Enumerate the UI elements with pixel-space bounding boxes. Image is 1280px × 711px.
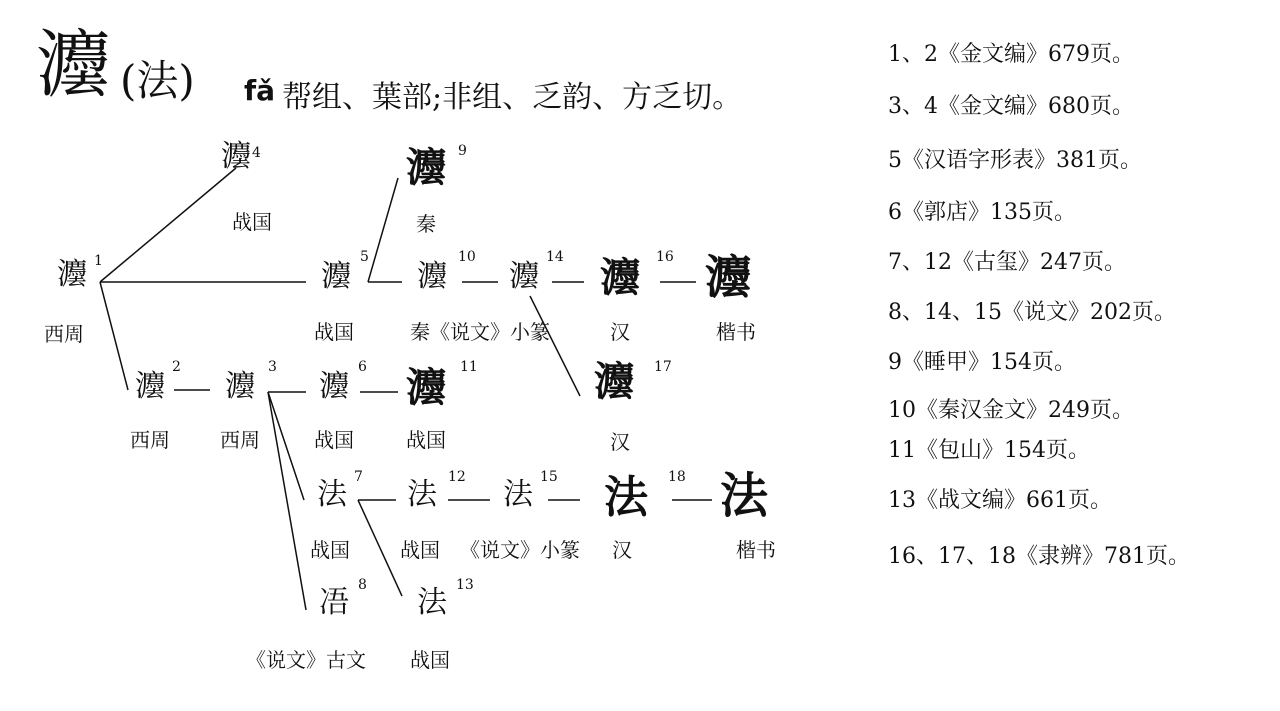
glyph-node-16: 灋 (600, 254, 640, 301)
glyph-node-4: 灋 (221, 139, 251, 174)
glyph-number-3: 3 (268, 359, 277, 375)
glyph-label-17: 汉 (610, 430, 630, 454)
glyph-number-9: 9 (458, 143, 467, 159)
glyph-label-2: 西周 (130, 428, 170, 452)
glyph-number-7: 7 (354, 469, 363, 485)
reference-item: 7、12《古玺》247页。 (888, 250, 1126, 275)
glyph-number-15: 15 (540, 469, 558, 485)
glyph-number-14: 14 (546, 249, 564, 265)
glyph-node-12: 法 (407, 477, 437, 512)
line-3-8 (268, 392, 306, 610)
glyph-number-10: 10 (458, 249, 476, 265)
reference-item: 6《郭店》135页。 (888, 200, 1076, 225)
reference-item: 1、2《金文编》679页。 (888, 42, 1134, 67)
glyph-node-11: 灋 (406, 364, 446, 411)
glyph-number-4: 4 (252, 145, 261, 161)
glyph-number-13: 13 (456, 577, 474, 593)
glyph-node-10: 灋 (417, 259, 447, 294)
glyph-label-3: 西周 (220, 428, 260, 452)
glyph-node-kaishu-1: 灋 (705, 250, 751, 304)
glyph-number-18: 18 (668, 469, 686, 485)
glyph-number-6: 6 (358, 359, 367, 375)
glyph-node-2: 灋 (135, 369, 165, 404)
glyph-number-17: 17 (654, 359, 672, 375)
glyph-label-9: 秦 (416, 212, 436, 236)
glyph-node-7: 法 (317, 477, 347, 512)
reference-item: 16、17、18《隶辨》781页。 (888, 544, 1190, 569)
line-1-2 (100, 282, 128, 390)
glyph-number-1: 1 (94, 253, 103, 269)
glyph-label-12: 战国 (400, 538, 440, 562)
line-5-9 (368, 178, 398, 282)
glyph-label-10: 秦《说文》小篆 (410, 320, 550, 344)
glyph-number-2: 2 (172, 359, 181, 375)
glyph-label-7: 战国 (310, 538, 350, 562)
glyph-node-kaishu-2: 法 (719, 468, 769, 524)
reference-item: 9《睡甲》154页。 (888, 350, 1076, 375)
glyph-label-kaishu-1: 楷书 (716, 320, 756, 344)
glyph-label-16: 汉 (610, 320, 630, 344)
line-14-17 (530, 296, 580, 396)
glyph-number-16: 16 (656, 249, 674, 265)
reference-item: 8、14、15《说文》202页。 (888, 300, 1176, 325)
reference-item: 5《汉语字形表》381页。 (888, 148, 1142, 173)
glyph-node-18: 法 (604, 472, 648, 523)
line-3-7 (268, 392, 304, 500)
headword-phonology: 帮组、葉部;非组、乏韵、方乏切。 (282, 80, 743, 115)
glyph-label-1: 西周 (44, 322, 84, 346)
glyph-number-5: 5 (360, 249, 369, 265)
glyph-number-11: 11 (460, 359, 478, 375)
glyph-label-kaishu-2: 楷书 (736, 538, 776, 562)
glyph-label-18: 汉 (612, 538, 632, 562)
reference-item: 13《战文编》661页。 (888, 488, 1112, 513)
reference-item: 3、4《金文编》680页。 (888, 94, 1134, 119)
glyph-label-5: 战国 (314, 320, 354, 344)
glyph-number-8: 8 (358, 577, 367, 593)
glyph-node-5: 灋 (321, 259, 351, 294)
glyph-label-6: 战国 (314, 428, 354, 452)
glyph-number-12: 12 (448, 469, 466, 485)
line-1-4 (100, 168, 236, 282)
glyph-label-4: 战国 (232, 210, 272, 234)
glyph-node-15: 法 (503, 477, 533, 512)
glyph-node-14: 灋 (509, 259, 539, 294)
glyph-node-13: 法 (417, 585, 447, 620)
headword-pinyin: fǎ (244, 74, 276, 107)
glyph-label-15: 《说文》小篆 (460, 538, 580, 562)
glyph-label-11: 战国 (406, 428, 446, 452)
glyph-label-8: 《说文》古文 (246, 648, 366, 672)
headword-variant: (法) (120, 56, 195, 105)
glyph-node-6: 灋 (319, 369, 349, 404)
glyph-label-13: 战国 (410, 648, 450, 672)
glyph-node-8: 𠗐 (319, 585, 349, 620)
reference-item: 11《包山》154页。 (888, 438, 1090, 463)
glyph-node-9: 灋 (406, 144, 446, 191)
reference-item: 10《秦汉金文》249页。 (888, 398, 1134, 423)
glyph-node-17: 灋 (594, 358, 634, 405)
glyph-node-1: 灋 (57, 257, 87, 292)
headword-character: 灋 (36, 22, 110, 108)
glyph-node-3: 灋 (225, 369, 255, 404)
